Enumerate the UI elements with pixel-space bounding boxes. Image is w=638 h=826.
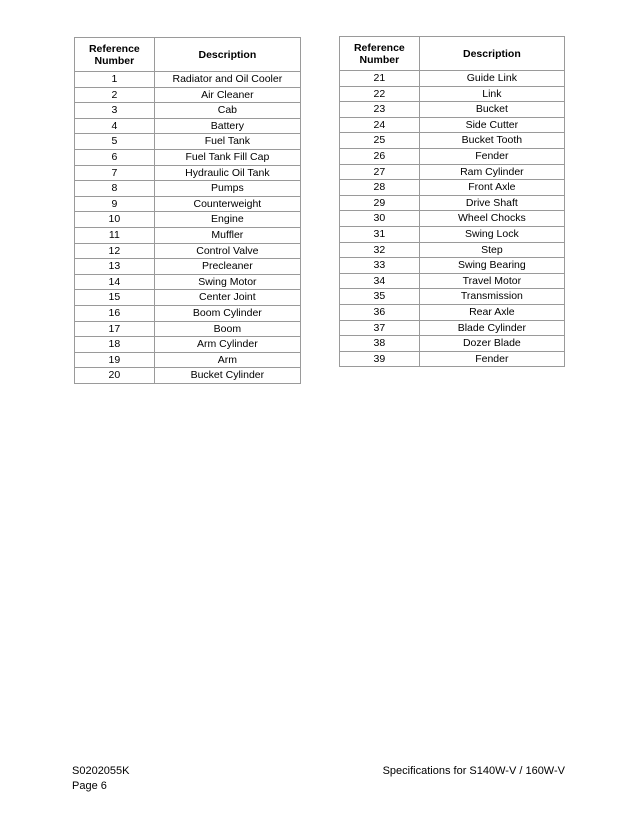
table-row bbox=[75, 305, 301, 321]
reference-number-cell: 27 bbox=[340, 164, 420, 180]
reference-number-cell: 6 bbox=[75, 149, 155, 165]
description-cell: Ram Cylinder bbox=[419, 164, 564, 180]
description-cell: Boom Cylinder bbox=[154, 305, 300, 321]
description-cell: Bucket bbox=[419, 102, 564, 118]
description-cell: Air Cleaner bbox=[154, 87, 300, 103]
table-row bbox=[340, 195, 565, 211]
reference-number-cell: 7 bbox=[75, 165, 155, 181]
description-cell: Hydraulic Oil Tank bbox=[154, 165, 300, 181]
table-row bbox=[75, 149, 301, 165]
reference-number-cell: 33 bbox=[340, 258, 420, 274]
description-cell: Swing Lock bbox=[419, 226, 564, 242]
description-cell: Blade Cylinder bbox=[419, 320, 564, 336]
reference-number-cell: 20 bbox=[75, 368, 155, 384]
reference-number-cell: 10 bbox=[75, 212, 155, 228]
description-cell: Wheel Chocks bbox=[419, 211, 564, 227]
reference-number-cell: 8 bbox=[75, 181, 155, 197]
table-row bbox=[75, 165, 301, 181]
footer-left bbox=[72, 764, 130, 794]
table-row bbox=[340, 351, 565, 367]
description-cell: Fuel Tank Fill Cap bbox=[154, 149, 300, 165]
description-cell: Engine bbox=[154, 212, 300, 228]
description-cell: Bucket Tooth bbox=[419, 133, 564, 149]
description-cell: Swing Bearing bbox=[419, 258, 564, 274]
table-row bbox=[75, 103, 301, 119]
reference-number-cell: 9 bbox=[75, 196, 155, 212]
table-header-row bbox=[340, 37, 565, 71]
table-row bbox=[75, 337, 301, 353]
reference-number-cell: 32 bbox=[340, 242, 420, 258]
document-title: Specifications for S140W-V / 160W-V bbox=[382, 765, 565, 777]
reference-table-right bbox=[339, 36, 565, 367]
description-cell: Arm bbox=[154, 352, 300, 368]
description-cell: Dozer Blade bbox=[419, 336, 564, 352]
reference-number-cell: 37 bbox=[340, 320, 420, 336]
table-row bbox=[75, 87, 301, 103]
description-cell: Drive Shaft bbox=[419, 195, 564, 211]
description-cell: Radiator and Oil Cooler bbox=[154, 72, 300, 88]
reference-number-cell: 34 bbox=[340, 273, 420, 289]
table-row bbox=[340, 258, 565, 274]
table-row bbox=[75, 368, 301, 384]
table-row bbox=[340, 86, 565, 102]
reference-number-cell: 5 bbox=[75, 134, 155, 150]
header-reference-number: Reference Number bbox=[340, 37, 420, 71]
description-cell: Counterweight bbox=[154, 196, 300, 212]
description-cell: Rear Axle bbox=[419, 304, 564, 320]
reference-number-cell: 22 bbox=[340, 86, 420, 102]
description-cell: Guide Link bbox=[419, 71, 564, 87]
table-row bbox=[340, 71, 565, 87]
description-cell: Precleaner bbox=[154, 259, 300, 275]
table-row bbox=[340, 180, 565, 196]
reference-number-cell: 19 bbox=[75, 352, 155, 368]
table-row bbox=[340, 273, 565, 289]
reference-number-cell: 35 bbox=[340, 289, 420, 305]
description-cell: Step bbox=[419, 242, 564, 258]
table-row bbox=[75, 227, 301, 243]
reference-number-cell: 14 bbox=[75, 274, 155, 290]
table-row bbox=[75, 352, 301, 368]
reference-number-cell: 31 bbox=[340, 226, 420, 242]
table-row bbox=[75, 181, 301, 197]
reference-number-cell: 24 bbox=[340, 117, 420, 133]
description-cell: Transmission bbox=[419, 289, 564, 305]
reference-number-cell: 39 bbox=[340, 351, 420, 367]
table-row bbox=[75, 274, 301, 290]
table-row bbox=[340, 102, 565, 118]
description-cell: Pumps bbox=[154, 181, 300, 197]
header-description: Description bbox=[154, 38, 300, 72]
reference-number-cell: 12 bbox=[75, 243, 155, 259]
table-row bbox=[340, 304, 565, 320]
description-cell: Boom bbox=[154, 321, 300, 337]
footer-right bbox=[383, 764, 565, 779]
table-row bbox=[75, 259, 301, 275]
description-cell: Battery bbox=[154, 118, 300, 134]
description-cell: Link bbox=[419, 86, 564, 102]
reference-number-cell: 29 bbox=[340, 195, 420, 211]
table-row bbox=[75, 321, 301, 337]
reference-number-cell: 15 bbox=[75, 290, 155, 306]
table-row bbox=[340, 117, 565, 133]
reference-number-cell: 3 bbox=[75, 103, 155, 119]
description-cell: Control Valve bbox=[154, 243, 300, 259]
reference-number-cell: 16 bbox=[75, 305, 155, 321]
description-cell: Cab bbox=[154, 103, 300, 119]
reference-number-cell: 4 bbox=[75, 118, 155, 134]
description-cell: Center Joint bbox=[154, 290, 300, 306]
table-row bbox=[340, 148, 565, 164]
reference-number-cell: 23 bbox=[340, 102, 420, 118]
reference-number-cell: 2 bbox=[75, 87, 155, 103]
description-cell: Fender bbox=[419, 351, 564, 367]
reference-number-cell: 17 bbox=[75, 321, 155, 337]
reference-number-cell: 21 bbox=[340, 71, 420, 87]
reference-number-cell: 36 bbox=[340, 304, 420, 320]
table-row bbox=[340, 211, 565, 227]
description-cell: Arm Cylinder bbox=[154, 337, 300, 353]
document-code: S0202055K bbox=[72, 765, 130, 777]
reference-number-cell: 25 bbox=[340, 133, 420, 149]
reference-number-cell: 1 bbox=[75, 72, 155, 88]
description-cell: Travel Motor bbox=[419, 273, 564, 289]
reference-number-cell: 11 bbox=[75, 227, 155, 243]
header-reference-number: Reference Number bbox=[75, 38, 155, 72]
table-row bbox=[340, 242, 565, 258]
description-cell: Muffler bbox=[154, 227, 300, 243]
table-row bbox=[75, 243, 301, 259]
reference-number-cell: 30 bbox=[340, 211, 420, 227]
table-header-row bbox=[75, 38, 301, 72]
reference-number-cell: 38 bbox=[340, 336, 420, 352]
table-row bbox=[75, 196, 301, 212]
header-description: Description bbox=[419, 37, 564, 71]
description-cell: Fuel Tank bbox=[154, 134, 300, 150]
table-row bbox=[340, 133, 565, 149]
table-row bbox=[75, 118, 301, 134]
description-cell: Swing Motor bbox=[154, 274, 300, 290]
description-cell: Front Axle bbox=[419, 180, 564, 196]
table-row bbox=[340, 336, 565, 352]
table-row bbox=[75, 212, 301, 228]
table-row bbox=[75, 290, 301, 306]
description-cell: Fender bbox=[419, 148, 564, 164]
description-cell: Bucket Cylinder bbox=[154, 368, 300, 384]
reference-number-cell: 13 bbox=[75, 259, 155, 275]
table-row bbox=[340, 289, 565, 305]
table-row bbox=[75, 72, 301, 88]
description-cell: Side Cutter bbox=[419, 117, 564, 133]
reference-number-cell: 28 bbox=[340, 180, 420, 196]
page-number: Page 6 bbox=[72, 780, 107, 792]
table-row bbox=[340, 164, 565, 180]
reference-table-left bbox=[74, 37, 301, 384]
reference-number-cell: 18 bbox=[75, 337, 155, 353]
reference-number-cell: 26 bbox=[340, 148, 420, 164]
table-row bbox=[75, 134, 301, 150]
table-row bbox=[340, 226, 565, 242]
table-row bbox=[340, 320, 565, 336]
